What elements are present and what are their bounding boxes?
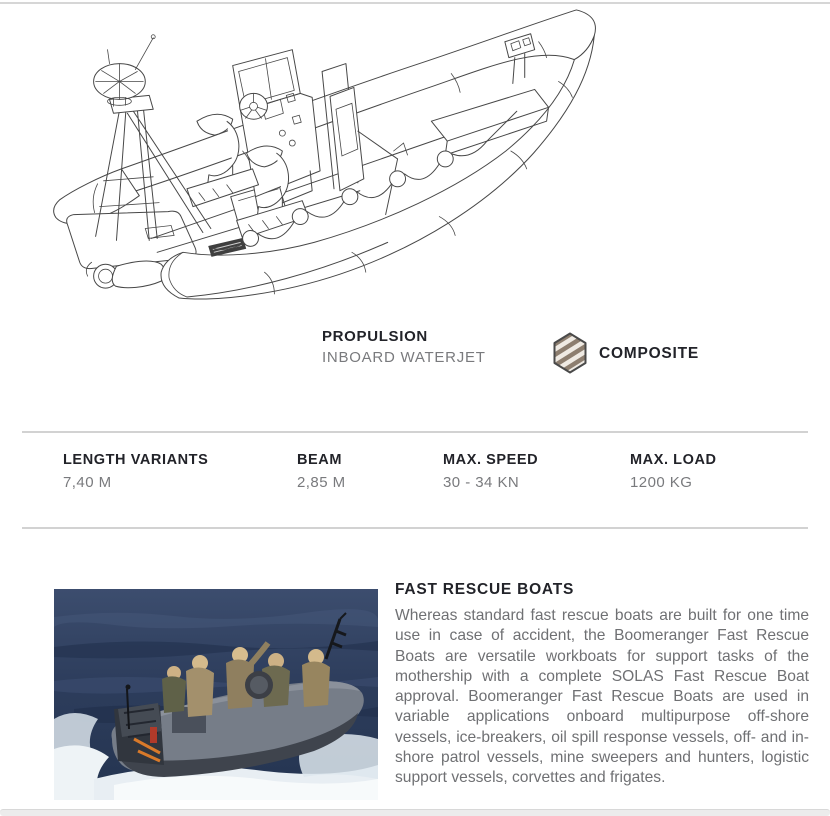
spec-value: 30 - 34 KN <box>443 474 520 491</box>
spec-length-variants <box>63 452 297 491</box>
spec-value: 2,85 M <box>297 474 346 491</box>
spec-max-speed <box>443 452 630 491</box>
article-body: Whereas standard fast rescue boats are built for one time use in case of accident, the Boomeranger Fast Rescue Boats are versatile workboats for support tasks of the mothership with a complete SOLAS Fast Rescue Boat approval. Boomeranger Fast Rescue Boats are used in variable applications onboard multipurpose off-shore vessels, ice-breakers, oil spill response vessels, off- and in-shore patrol vessels, mine sweepers and hunters, logistic support vessels, corvettes and frigates. <box>395 607 809 787</box>
propulsion-value: INBOARD WATERJET <box>322 349 486 366</box>
propulsion-label: PROPULSION <box>322 328 428 345</box>
material-block <box>553 332 699 374</box>
spec-label: BEAM <box>297 452 343 468</box>
spec-label: MAX. SPEED <box>443 452 539 468</box>
specs-divider-top <box>22 431 808 433</box>
spec-label: LENGTH VARIANTS <box>63 452 209 468</box>
article-block <box>395 581 809 789</box>
specs-strip <box>63 452 717 491</box>
spec-label: MAX. LOAD <box>630 452 717 468</box>
fast-rescue-boat-photo <box>54 589 378 800</box>
spec-max-load <box>630 452 717 491</box>
composite-hexagon-icon <box>553 332 587 374</box>
spec-beam <box>297 452 443 491</box>
specs-divider-bottom <box>22 527 808 529</box>
propulsion-block <box>322 328 486 366</box>
material-label: COMPOSITE <box>599 345 699 362</box>
spec-value: 1200 KG <box>630 474 693 491</box>
photo-illustration <box>54 589 378 800</box>
brand-plate <box>209 238 246 256</box>
boat-line-drawing <box>20 2 650 300</box>
spec-value: 7,40 M <box>63 474 112 491</box>
steering-wheel-icon <box>240 93 268 119</box>
article-title: FAST RESCUE BOATS <box>395 581 575 598</box>
rib-illustration <box>20 2 650 300</box>
bottom-divider <box>0 809 830 816</box>
tube-starboard <box>161 36 594 299</box>
